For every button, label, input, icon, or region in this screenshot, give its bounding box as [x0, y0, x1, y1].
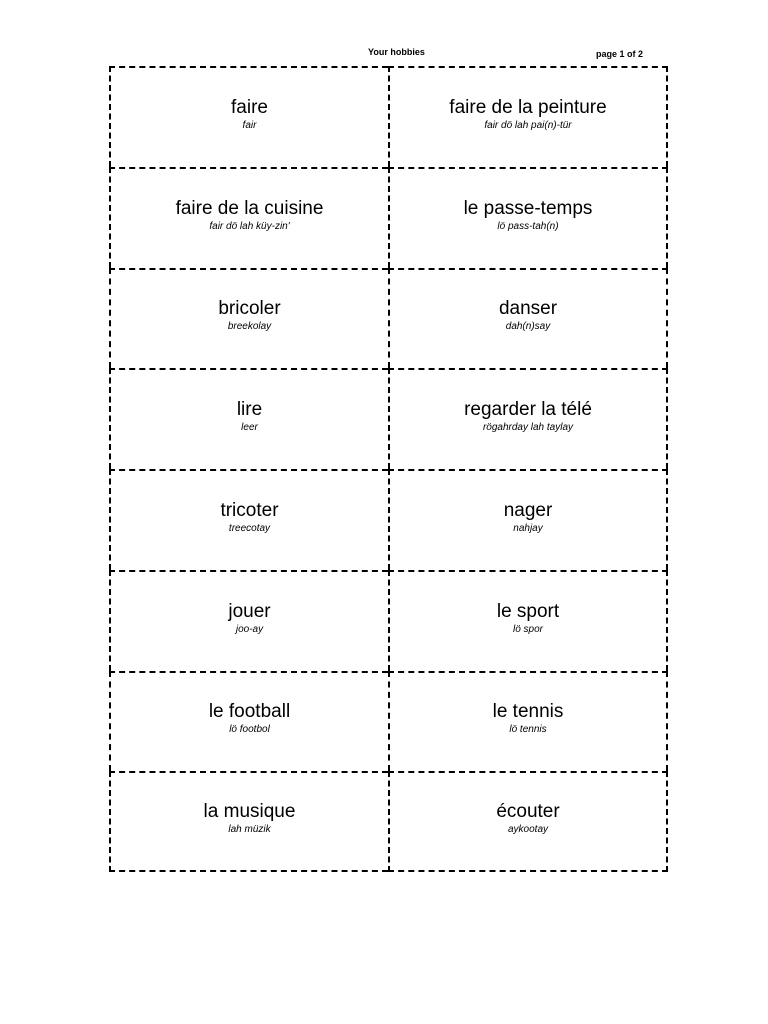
card-pronunciation: fair dö lah küy-zin' [209, 220, 290, 232]
card-term: le tennis [492, 701, 564, 723]
flashcard [109, 268, 388, 369]
card-term: le football [208, 701, 291, 723]
card-term: lire [236, 399, 263, 421]
card-term: nager [503, 499, 553, 521]
card-pronunciation: lö pass-tah(n) [497, 220, 559, 232]
card-term: le sport [496, 600, 560, 622]
card-pronunciation: fair dö lah pai(n)-tür [484, 119, 572, 131]
flashcard [388, 570, 668, 671]
page-number: page 1 of 2 [596, 49, 644, 59]
card-pronunciation: dah(n)say [505, 321, 551, 333]
flashcard [109, 570, 388, 671]
card-pronunciation: fair [242, 119, 257, 131]
card-pronunciation: nahjay [513, 522, 543, 534]
flashcard [109, 368, 388, 469]
flashcard [109, 167, 388, 268]
flashcard [388, 771, 668, 872]
card-pronunciation: aykootay [507, 824, 549, 836]
card-term: faire [231, 96, 268, 118]
card-term: écouter [496, 801, 560, 823]
card-term: le passe-temps [463, 197, 593, 219]
flashcard [388, 368, 668, 469]
page-title: Your hobbies [368, 47, 425, 57]
card-pronunciation: lah müzik [228, 824, 271, 836]
flashcard [109, 771, 388, 872]
card-pronunciation: rögahrday lah taylay [482, 422, 574, 434]
flashcard [109, 671, 388, 772]
card-term: jouer [228, 600, 271, 622]
card-term: tricoter [220, 499, 279, 521]
flashcard [388, 268, 668, 369]
flashcard [388, 469, 668, 570]
card-pronunciation: leer [241, 422, 258, 434]
card-term: bricoler [218, 298, 281, 320]
flashcard-grid [109, 66, 668, 872]
card-pronunciation: lö footbol [229, 724, 270, 736]
flashcard [109, 66, 388, 167]
card-term: faire de la cuisine [175, 197, 324, 219]
card-pronunciation: joo-ay [235, 623, 264, 635]
card-pronunciation: lö spor [512, 623, 543, 635]
card-term: danser [498, 298, 558, 320]
flashcard [388, 671, 668, 772]
card-pronunciation: lö tennis [509, 724, 547, 736]
card-pronunciation: treecotay [228, 522, 271, 534]
card-term: la musique [203, 801, 296, 823]
card-pronunciation: breekolay [227, 321, 272, 333]
card-term: regarder la télé [464, 399, 592, 421]
flashcard [388, 167, 668, 268]
flashcard [388, 66, 668, 167]
flashcard [109, 469, 388, 570]
card-term: faire de la peinture [449, 96, 607, 118]
